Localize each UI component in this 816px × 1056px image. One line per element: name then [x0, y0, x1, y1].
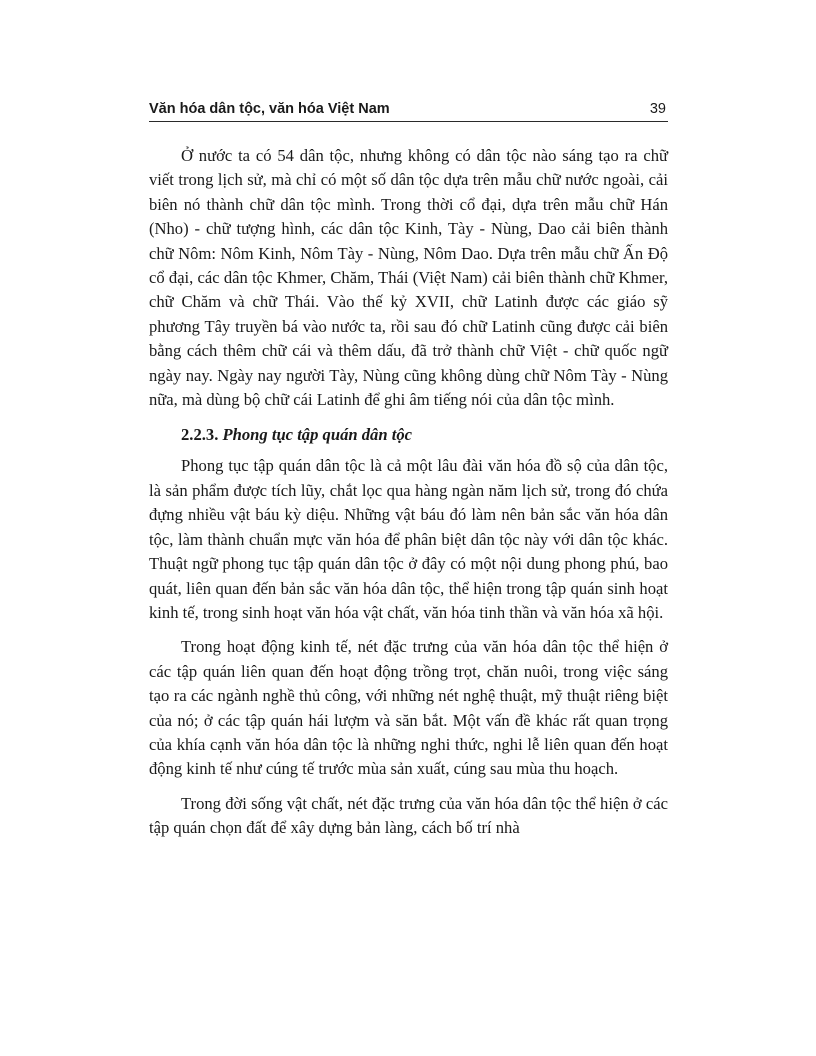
paragraph-economic-activity: Trong hoạt động kinh tế, nét đặc trưng của văn hóa dân tộc thể hiện ở các tập quán liên quan đến hoạt động trồng trọt, chăn nuôi, trong việc sáng tạo ra các ngành nghề thủ công, với những nét nghệ thuật, mỹ thuật riêng biệt của nó; ở các tập quán hái lượm và săn bắt. Một vấn đề khác rất quan trọng của khía cạnh văn hóa dân tộc là những nghi thức, nghi lễ liên quan đến hoạt động kinh tế như cúng tế trước mùa sản xuất, cúng sau mùa thu hoạch.: [149, 637, 668, 779]
paragraph-material-life: Trong đời sống vật chất, nét đặc trưng của văn hóa dân tộc thể hiện ở các tập quán chọn đất để xây dựng bản làng, cách bố trí nhà: [149, 793, 668, 838]
section-heading: [149, 423, 668, 447]
running-title: Văn hóa dân tộc, văn hóa Việt Nam: [149, 101, 390, 117]
book-page: [149, 100, 668, 841]
page-number: 39: [649, 101, 666, 117]
section-title: Phong tục tập quán dân tộc: [222, 425, 412, 445]
paragraph-writing-systems: Ở nước ta có 54 dân tộc, nhưng không có dân tộc nào sáng tạo ra chữ viết trong lịch sử, mà chỉ có một số dân tộc dựa trên mẫu chữ nước ngoài, cải biên nó thành chữ dân tộc mình. Trong thời cổ đại, dựa trên mẫu chữ Hán (Nho) - chữ tượng hình, các dân tộc Kinh, Tày - Nùng, Dao cải biên thành chữ Nôm: Nôm Kinh, Nôm Tày - Nùng, Nôm Dao. Dựa trên mẫu chữ Ấn Độ cổ đại, các dân tộc Khmer, Chăm, Thái (Việt Nam) cải biên thành chữ Khmer, chữ Chăm và chữ Thái. Vào thế kỷ XVII, chữ Latinh được các giáo sỹ phương Tây truyền bá vào nước ta, rồi sau đó chữ Latinh cũng được cải biên bằng cách thêm chữ cái và thêm dấu, đã trở thành chữ Việt - chữ quốc ngữ ngày nay. Ngày nay người Tày, Nùng cũng không dùng chữ Nôm Tày - Nùng nữa, mà dùng bộ chữ cái Latinh để ghi âm tiếng nói của dân tộc mình.: [149, 146, 668, 410]
page-body: [149, 144, 668, 841]
section-number: 2.2.3.: [181, 425, 219, 445]
running-header: [149, 100, 668, 122]
paragraph-customs-overview: Phong tục tập quán dân tộc là cả một lâu đài văn hóa đồ sộ của dân tộc, là sản phẩm được tích lũy, chắt lọc qua hàng ngàn năm lịch sử, trong đó chứa đựng nhiều vật báu kỳ diệu. Những vật báu đó làm nên bản sắc văn hóa dân tộc, làm thành chuẩn mực văn hóa để phân biệt dân tộc này với dân tộc khác. Thuật ngữ phong tục tập quán dân tộc ở đây có một nội dung phong phú, bao quát, liên quan đến bản sắc văn hóa dân tộc, thể hiện trong tập quán sinh hoạt kinh tế, trong sinh hoạt văn hóa vật chất, văn hóa tinh thần và văn hóa xã hội.: [149, 456, 668, 622]
